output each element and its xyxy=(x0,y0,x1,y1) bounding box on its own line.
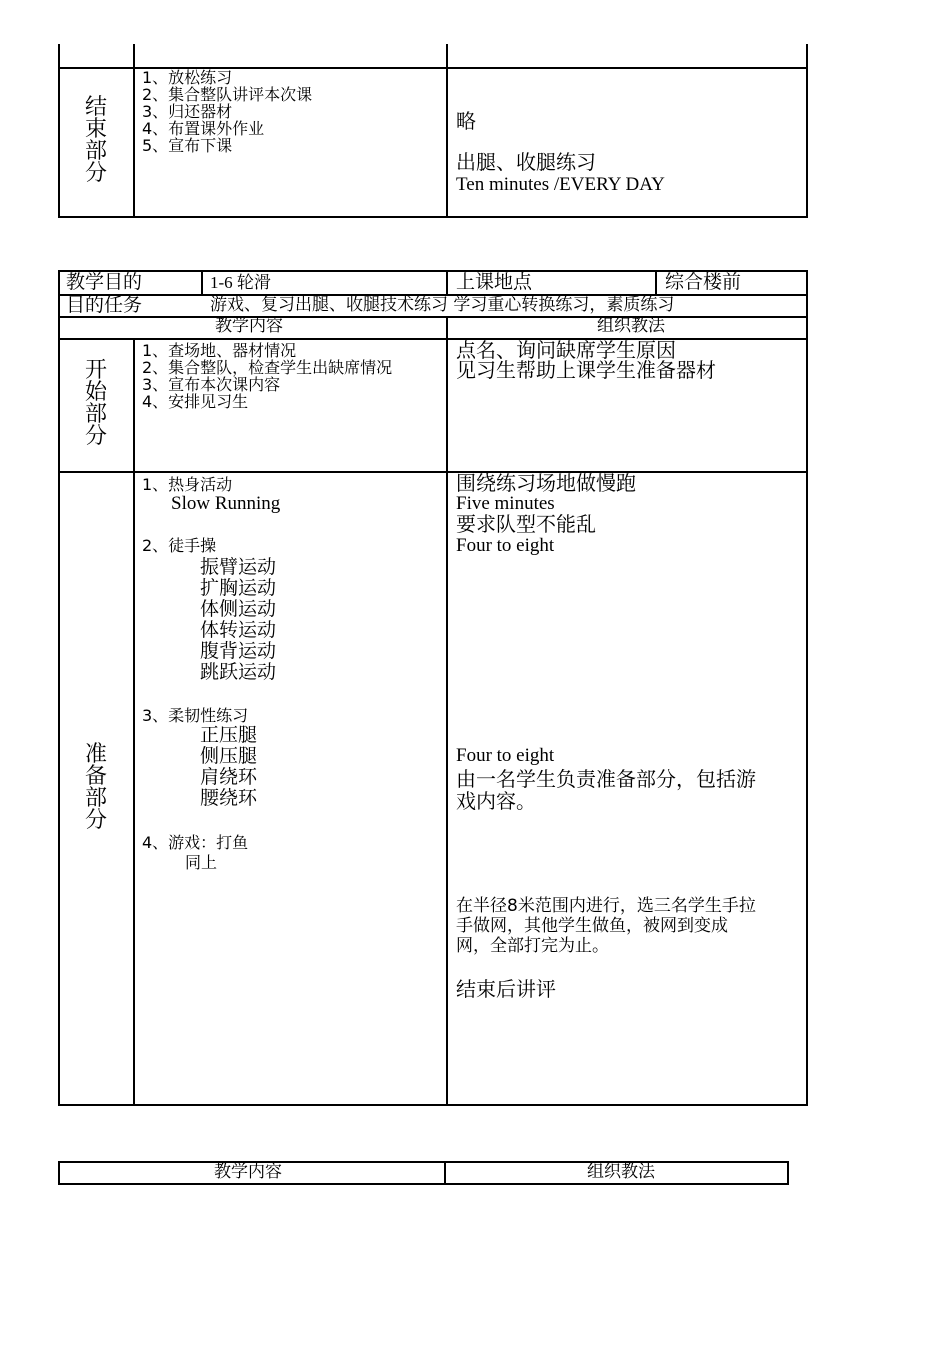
prep-section-label: 准 备 部 分 xyxy=(84,742,107,833)
prep-item-sub: 同上 xyxy=(185,853,218,872)
start-methods-list xyxy=(456,340,716,380)
prep-method-text: Four to eight xyxy=(456,745,555,766)
table-border xyxy=(133,44,135,218)
place-value: 综合楼前 xyxy=(665,271,742,293)
table-border xyxy=(58,316,808,318)
prep-method-text: Five minutes xyxy=(456,493,555,514)
place-label: 上课地点 xyxy=(456,271,533,293)
content-header: 教学内容 xyxy=(214,1162,282,1182)
prep-method-line: 手做网，其他学生做鱼，被网到变成 xyxy=(456,916,728,936)
prep-method-para xyxy=(456,768,756,812)
table-border xyxy=(58,216,808,218)
prep-method-text: Four to eight xyxy=(456,535,555,556)
list-item: 2、集合整队，检查学生出缺席情况 xyxy=(142,358,393,377)
list-item: 4、安排见习生 xyxy=(142,392,249,411)
content-header: 教学内容 xyxy=(215,316,283,336)
prep-method-line: 由一名学生负责准备部分，包括游 xyxy=(456,767,756,791)
prep-method-line: 网，全部打完为止。 xyxy=(456,936,609,956)
end-section-label: 结 束 部 分 xyxy=(84,95,107,186)
prep-exercise-list xyxy=(200,557,276,683)
list-item: 1、查场地、器材情况 xyxy=(142,341,297,360)
prep-method-text: 要求队型不能乱 xyxy=(456,512,596,536)
table-border xyxy=(444,1161,446,1185)
prep-method-para xyxy=(456,896,756,956)
list-item: 体转运动 xyxy=(200,619,277,641)
list-item: 4、布置课外作业 xyxy=(142,119,265,138)
table-border xyxy=(655,270,657,295)
list-item: 1、放松练习 xyxy=(142,68,233,87)
table-border xyxy=(58,1161,789,1163)
prep-method-line: 在半径8米范围内进行，选三名学生手拉 xyxy=(456,896,756,916)
table-border xyxy=(58,471,808,473)
prep-item: 2、徒手操 xyxy=(142,536,217,555)
end-method-text: 出腿、收腿练习 xyxy=(456,150,596,174)
list-item: 肩绕环 xyxy=(200,766,258,788)
start-section-label: 开 始 部 分 xyxy=(84,358,107,449)
list-item: 振臂运动 xyxy=(200,556,277,578)
list-item: 跳跃运动 xyxy=(200,661,277,683)
table-border xyxy=(201,270,203,295)
table-border xyxy=(806,270,808,1106)
goal-label: 教学目的 xyxy=(66,271,143,293)
table-border xyxy=(446,44,448,218)
list-item: 腹背运动 xyxy=(200,640,277,662)
prep-flex-list xyxy=(200,725,257,809)
prep-method-text: 围绕练习场地做慢跑 xyxy=(456,471,636,495)
prep-item: 3、柔韧性练习 xyxy=(142,706,249,725)
table-border xyxy=(787,1161,789,1185)
task-label: 目的任务 xyxy=(66,294,143,316)
list-item: 正压腿 xyxy=(200,724,258,746)
end-method-text: 略 xyxy=(456,109,476,133)
task-value: 游戏、复习出腿、收腿技术练习 学习重心转换练习，素质练习 xyxy=(210,295,675,315)
method-header: 组织教法 xyxy=(597,316,665,336)
method-header: 组织教法 xyxy=(587,1162,655,1182)
goal-value: 1-6 轮滑 xyxy=(210,273,271,292)
list-item: 3、归还器材 xyxy=(142,102,233,121)
prep-method-text: 结束后讲评 xyxy=(456,977,556,1001)
end-method-text: Ten minutes /EVERY DAY xyxy=(456,174,665,195)
prep-method-line: 戏内容。 xyxy=(456,789,536,813)
table-border xyxy=(58,44,60,218)
list-item: 腰绕环 xyxy=(200,787,258,809)
table-border xyxy=(446,316,448,1106)
list-item: 5、宣布下课 xyxy=(142,136,233,155)
prep-item-en: Slow Running xyxy=(171,493,281,514)
table-border xyxy=(133,338,135,1106)
table-border xyxy=(446,270,448,295)
table-border xyxy=(806,44,808,218)
table-border xyxy=(58,1104,808,1106)
prep-item: 1、热身活动 xyxy=(142,475,233,494)
list-item: 3、宣布本次课内容 xyxy=(142,375,281,394)
table-border xyxy=(58,270,60,1106)
list-item: 见习生帮助上课学生准备器材 xyxy=(456,358,716,382)
table-border xyxy=(58,1183,789,1185)
end-items-list xyxy=(142,69,312,154)
start-items-list xyxy=(142,342,392,410)
list-item: 侧压腿 xyxy=(200,745,258,767)
prep-item: 4、游戏：打鱼 xyxy=(142,833,249,852)
table-border xyxy=(58,1161,60,1185)
list-item: 点名、询问缺席学生原因 xyxy=(456,338,676,362)
list-item: 扩胸运动 xyxy=(200,577,277,599)
list-item: 2、集合整队讲评本次课 xyxy=(142,85,313,104)
list-item: 体侧运动 xyxy=(200,598,277,620)
